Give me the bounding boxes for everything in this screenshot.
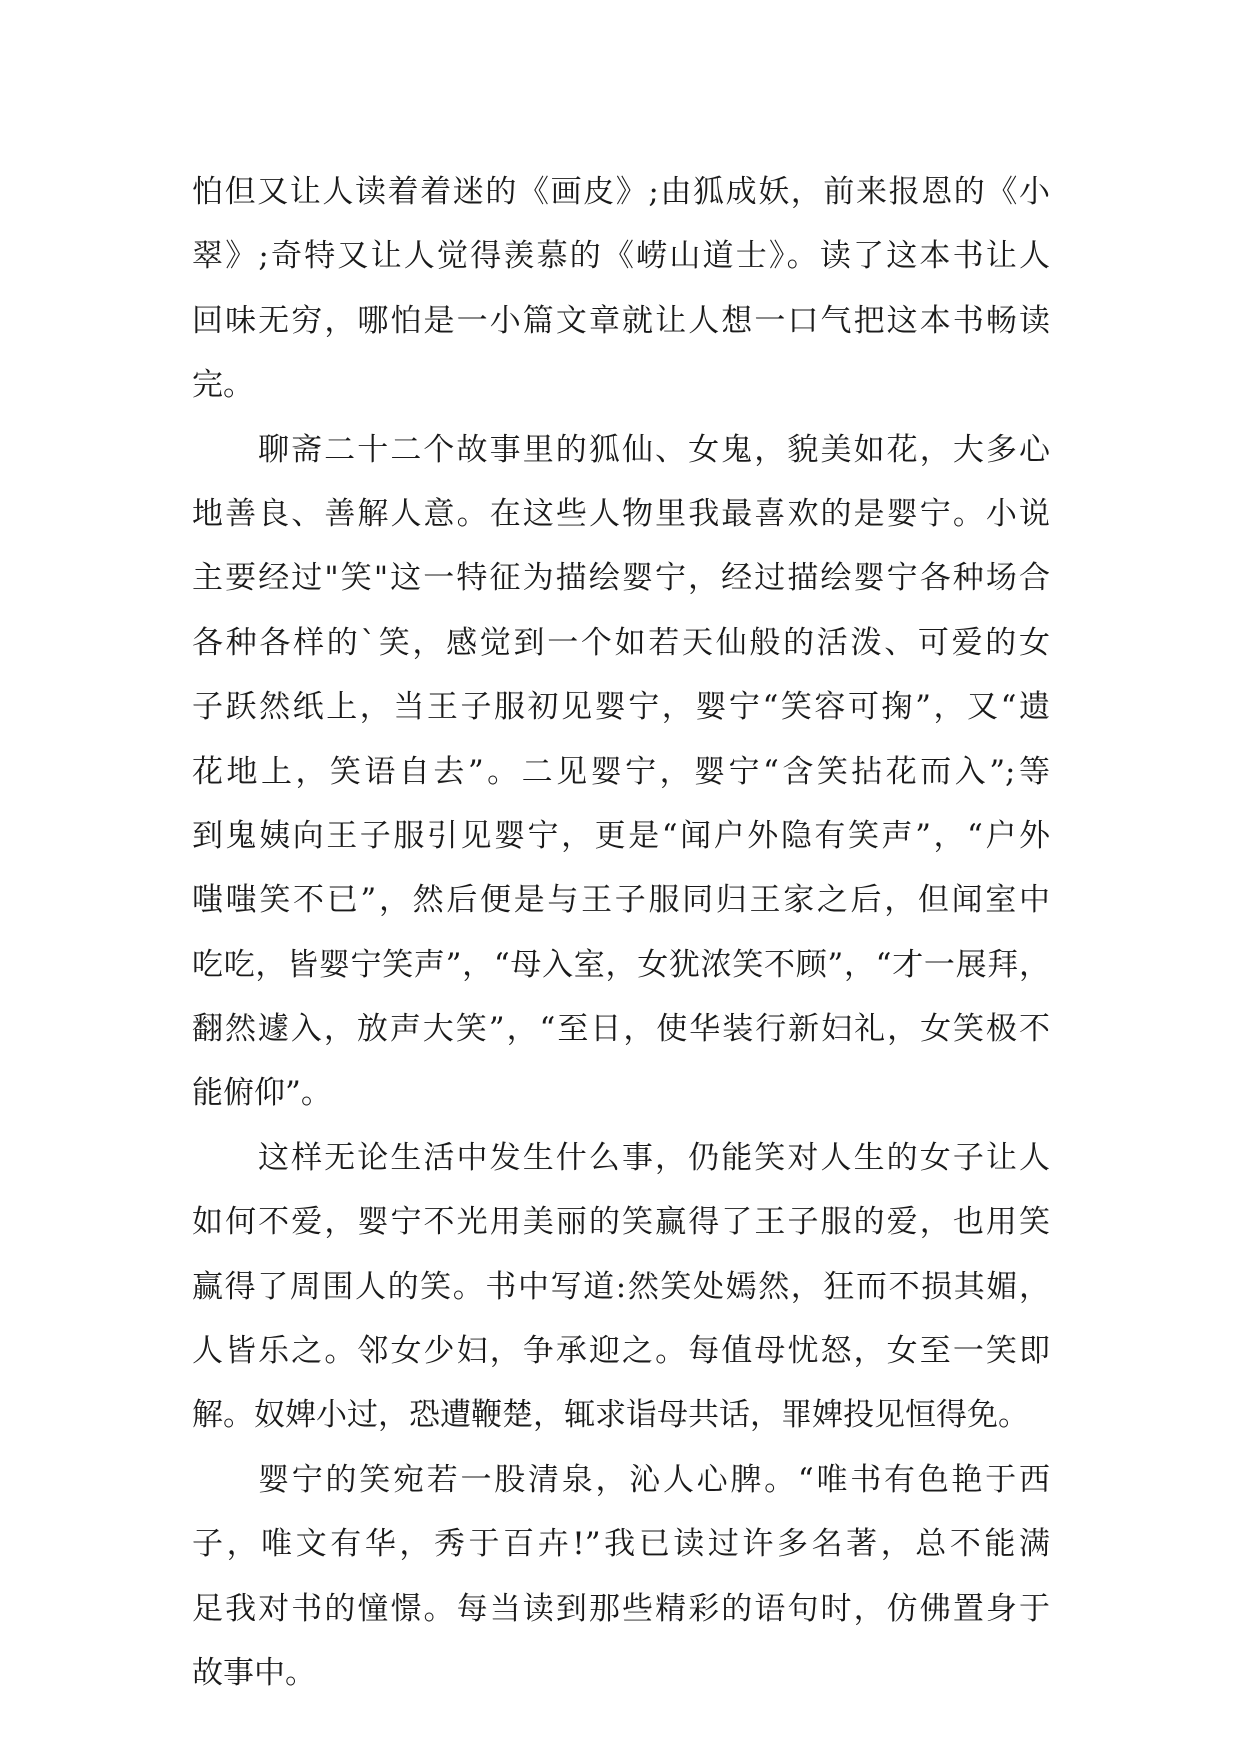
paragraph-3 xyxy=(192,1126,1050,1448)
text-line: 翻然遽入，放声大笑”，“至日，使华装行新妇礼，女笑极不 xyxy=(192,1011,1050,1048)
text-line: 主要经过"笑"这一特征为描绘婴宁，经过描绘婴宁各种场合 xyxy=(192,560,1050,597)
text-line: 各种各样的`笑，感觉到一个如若天仙般的活泼、可爱的女 xyxy=(192,624,1050,661)
text-line: 完。 xyxy=(192,367,254,404)
text-line: 如何不爱，婴宁不光用美丽的笑赢得了王子服的爱，也用笑 xyxy=(192,1204,1050,1241)
paragraph-4 xyxy=(192,1448,1050,1706)
text-line: 地善良、善解人意。在这些人物里我最喜欢的是婴宁。小说 xyxy=(192,495,1050,532)
text-line: 人皆乐之。邻女少妇，争承迎之。每值母忧怒，女至一笑即 xyxy=(192,1333,1050,1370)
text-line: 怕但又让人读着着迷的《画皮》;由狐成妖，前来报恩的《小 xyxy=(192,174,1050,210)
text-line: 聊斋二十二个故事里的狐仙、女鬼，貌美如花，大多心 xyxy=(258,431,1050,468)
text-line: 这样无论生活中发生什么事，仍能笑对人生的女子让人 xyxy=(258,1139,1050,1176)
text-line: 子跃然纸上，当王子服初见婴宁，婴宁“笑容可掬”，又“遗 xyxy=(192,689,1050,726)
text-line: 赢得了周围人的笑。书中写道:然笑处嫣然，狂而不损其媚， xyxy=(192,1268,1050,1305)
text-line: 吃吃，皆婴宁笑声”，“母入室，女犹浓笑不顾”，“才一展拜， xyxy=(192,946,1050,983)
paragraph-1 xyxy=(192,160,1050,418)
text-line: 子，唯文有华，秀于百卉!”我已读过许多名著，总不能满 xyxy=(192,1526,1050,1563)
text-line: 婴宁的笑宛若一股清泉，沁人心脾。“唯书有色艳于西 xyxy=(258,1461,1050,1498)
text-line: 故事中。 xyxy=(192,1654,316,1691)
text-line: 嗤嗤笑不已”，然后便是与王子服同归王家之后，但闻室中 xyxy=(192,882,1050,919)
paragraph-2 xyxy=(192,418,1050,1126)
text-line: 能俯仰”。 xyxy=(192,1075,332,1112)
text-line: 翠》;奇特又让人觉得羡慕的《崂山道士》。读了这本书让人 xyxy=(192,238,1050,275)
text-line: 到鬼姨向王子服引见婴宁，更是“闻户外隐有笑声”，“户外 xyxy=(192,817,1050,854)
text-line: 回味无穷，哪怕是一小篇文章就让人想一口气把这本书畅读 xyxy=(192,302,1050,339)
text-line: 花地上，笑语自去”。二见婴宁，婴宁“含笑拈花而入”;等 xyxy=(192,753,1050,790)
text-line: 解。奴婢小过，恐遭鞭楚，辄求诣母共话，罪婢投见恒得免。 xyxy=(192,1397,1029,1434)
document-body xyxy=(192,160,1050,1705)
text-line: 足我对书的憧憬。每当读到那些精彩的语句时，仿佛置身于 xyxy=(192,1590,1050,1627)
